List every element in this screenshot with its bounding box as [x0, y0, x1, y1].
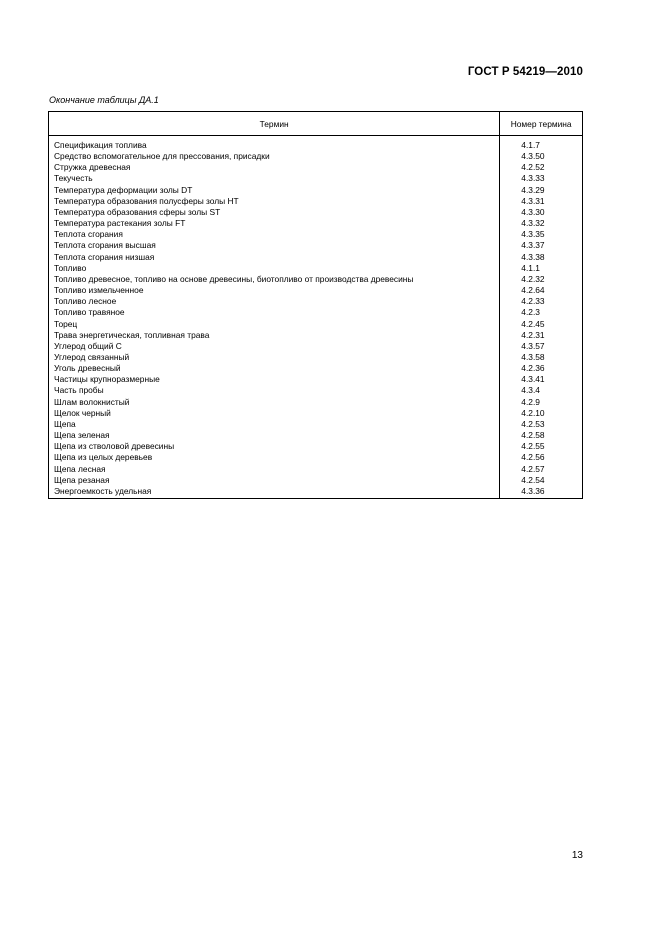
term-number-cell: 4.2.33: [500, 296, 583, 307]
term-cell: Теплота сгорания низшая: [49, 252, 500, 263]
table-row: [49, 136, 583, 152]
term-cell: Топливо лесное: [49, 296, 500, 307]
term-cell: Щепа зеленая: [49, 430, 500, 441]
table-row: [49, 419, 583, 430]
term-number-cell: 4.2.9: [500, 397, 583, 408]
term-cell: Углерод связанный: [49, 352, 500, 363]
table-row: [49, 263, 583, 274]
term-number-cell: 4.3.33: [500, 173, 583, 184]
term-cell: Текучесть: [49, 173, 500, 184]
table-row: [49, 196, 583, 207]
table-row: [49, 464, 583, 475]
table-row: [49, 151, 583, 162]
term-cell: Топливо древесное, топливо на основе древесины, биотопливо от производства древесины: [49, 274, 500, 285]
term-cell: Щепа резаная: [49, 475, 500, 486]
table-row: [49, 374, 583, 385]
term-number-cell: 4.2.3: [500, 307, 583, 318]
table-row: [49, 229, 583, 240]
terms-table: [48, 111, 583, 499]
table-caption: Окончание таблицы ДА.1: [49, 95, 159, 105]
term-cell: Трава энергетическая, топливная трава: [49, 330, 500, 341]
term-number-cell: 4.3.31: [500, 196, 583, 207]
table-row: [49, 341, 583, 352]
term-cell: Щепа из целых деревьев: [49, 452, 500, 463]
term-cell: Температура деформации золы DT: [49, 185, 500, 196]
term-number-cell: 4.3.58: [500, 352, 583, 363]
table-row: [49, 452, 583, 463]
term-cell: Углерод общий C: [49, 341, 500, 352]
term-number-cell: 4.2.58: [500, 430, 583, 441]
term-number-cell: 4.1.1: [500, 263, 583, 274]
table-row: [49, 397, 583, 408]
term-cell: Щепа из стволовой древесины: [49, 441, 500, 452]
term-cell: Топливо: [49, 263, 500, 274]
term-number-cell: 4.2.54: [500, 475, 583, 486]
table-row: [49, 285, 583, 296]
term-cell: Энергоемкость удельная: [49, 486, 500, 499]
term-cell: Спецификация топлива: [49, 136, 500, 152]
term-cell: Температура образования полусферы золы HT: [49, 196, 500, 207]
table-row: [49, 486, 583, 499]
term-number-cell: 4.3.50: [500, 151, 583, 162]
term-number-cell: 4.2.64: [500, 285, 583, 296]
page-number: 13: [571, 850, 583, 861]
term-number-cell: 4.3.29: [500, 185, 583, 196]
table-row: [49, 218, 583, 229]
table-row: [49, 385, 583, 396]
table-row: [49, 330, 583, 341]
term-number-cell: 4.2.31: [500, 330, 583, 341]
table-row: [49, 240, 583, 251]
table-row: [49, 441, 583, 452]
term-cell: Топливо измельченное: [49, 285, 500, 296]
term-cell: Теплота сгорания: [49, 229, 500, 240]
term-number-cell: 4.3.57: [500, 341, 583, 352]
term-cell: Стружка древесная: [49, 162, 500, 173]
table-row: [49, 430, 583, 441]
term-cell: Частицы крупноразмерные: [49, 374, 500, 385]
term-number-cell: 4.2.53: [500, 419, 583, 430]
term-number-cell: 4.3.38: [500, 252, 583, 263]
term-cell: Торец: [49, 319, 500, 330]
table-body: [49, 136, 583, 499]
table-row: [49, 274, 583, 285]
column-header-term: Термин: [49, 112, 500, 136]
term-cell: Температура образования сферы золы ST: [49, 207, 500, 218]
term-number-cell: 4.3.4: [500, 385, 583, 396]
term-cell: Щепа: [49, 419, 500, 430]
table-row: [49, 185, 583, 196]
column-header-number: Номер термина: [500, 112, 583, 136]
term-cell: Топливо травяное: [49, 307, 500, 318]
table-row: [49, 319, 583, 330]
term-number-cell: 4.2.10: [500, 408, 583, 419]
term-number-cell: 4.2.36: [500, 363, 583, 374]
term-number-cell: 4.2.45: [500, 319, 583, 330]
table-row: [49, 408, 583, 419]
term-number-cell: 4.2.52: [500, 162, 583, 173]
table-header-row: [49, 112, 583, 136]
table-row: [49, 352, 583, 363]
term-number-cell: 4.3.36: [500, 486, 583, 499]
table-row: [49, 296, 583, 307]
table-row: [49, 307, 583, 318]
term-number-cell: 4.3.41: [500, 374, 583, 385]
term-number-cell: 4.2.57: [500, 464, 583, 475]
table-row: [49, 252, 583, 263]
table-row: [49, 207, 583, 218]
term-number-cell: 4.3.30: [500, 207, 583, 218]
term-cell: Уголь древесный: [49, 363, 500, 374]
term-number-cell: 4.1.7: [500, 136, 583, 152]
term-cell: Щепа лесная: [49, 464, 500, 475]
term-cell: Щелок черный: [49, 408, 500, 419]
term-number-cell: 4.3.32: [500, 218, 583, 229]
table-row: [49, 162, 583, 173]
term-cell: Температура растекания золы FT: [49, 218, 500, 229]
table-row: [49, 173, 583, 184]
term-number-cell: 4.2.56: [500, 452, 583, 463]
table-row: [49, 363, 583, 374]
term-number-cell: 4.3.37: [500, 240, 583, 251]
term-number-cell: 4.3.35: [500, 229, 583, 240]
term-cell: Теплота сгорания высшая: [49, 240, 500, 251]
term-cell: Средство вспомогательное для прессования, присадки: [49, 151, 500, 162]
term-cell: Часть пробы: [49, 385, 500, 396]
table-row: [49, 475, 583, 486]
document-code: ГОСТ Р 54219—2010: [467, 66, 583, 78]
term-cell: Шлам волокнистый: [49, 397, 500, 408]
term-number-cell: 4.2.32: [500, 274, 583, 285]
term-number-cell: 4.2.55: [500, 441, 583, 452]
